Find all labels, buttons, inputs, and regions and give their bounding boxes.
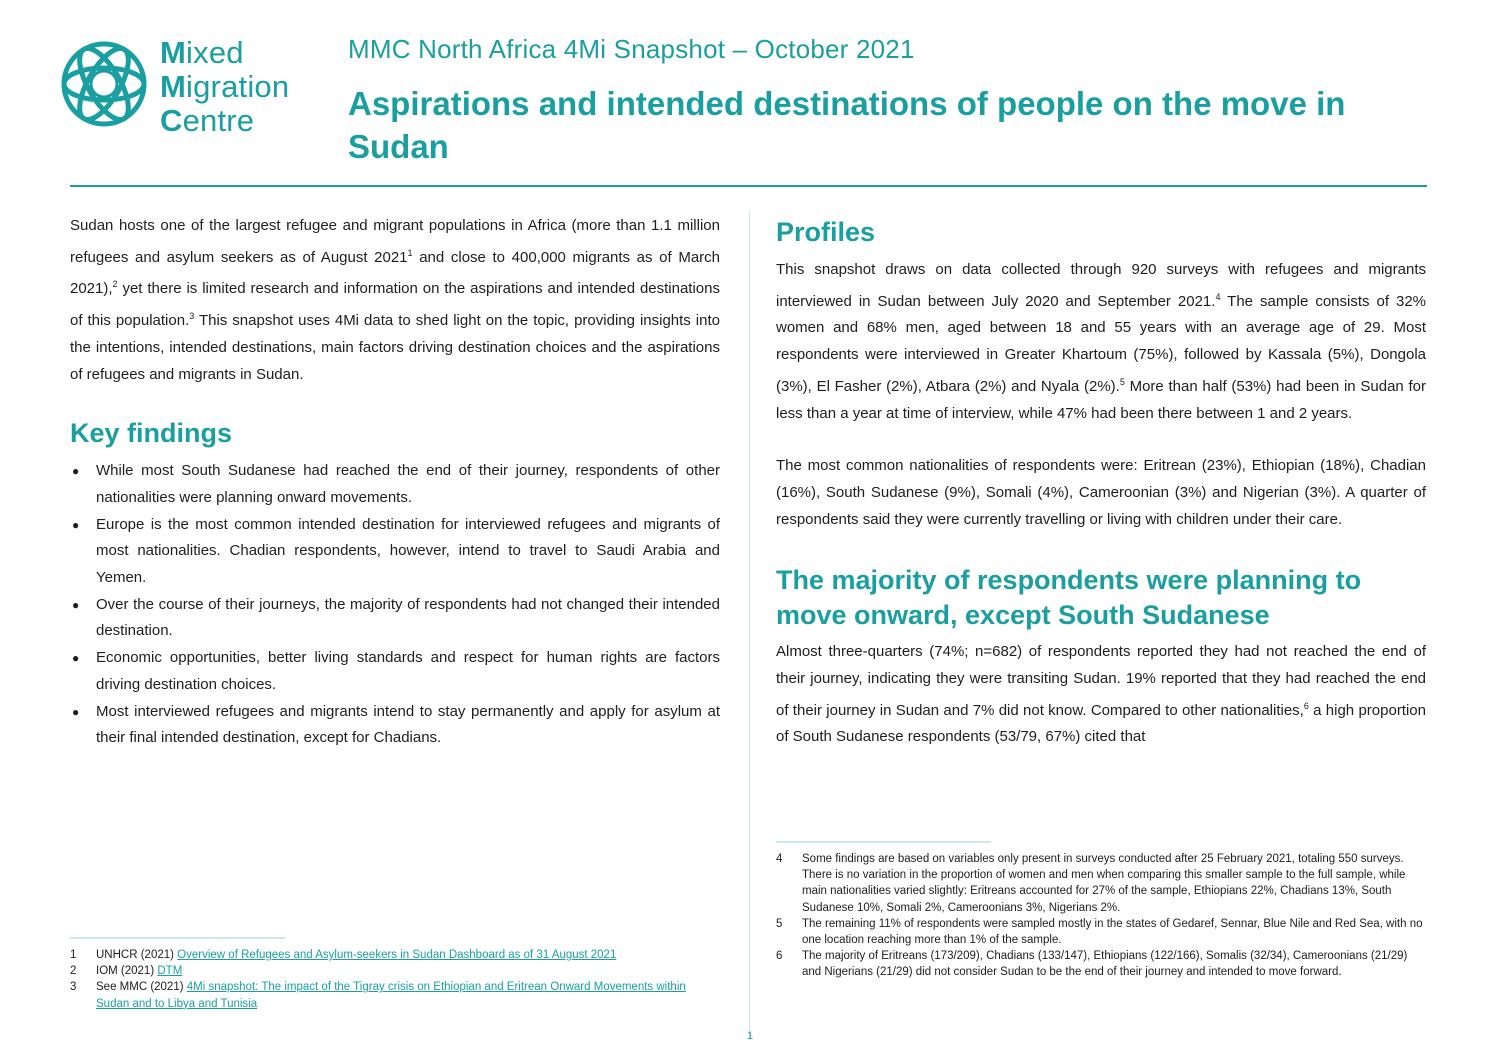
mmc-logo (58, 35, 318, 138)
footnote-number: 3 (70, 981, 77, 994)
intro-text: This snapshot uses 4Mi data to shed light on the topic, providing insights into the intentions, intended destinations, main factors driving destination choices and the aspirations of refugees and migrants in Sudan. (70, 312, 720, 383)
finding-text: Europe is the most common intended destination for interviewed refugees and migrants of most nationalities. Chadian respondents, however, intend to travel to Saudi Arabia and Yemen. (96, 515, 720, 587)
logo-rest: igration (186, 69, 290, 104)
footnote-text (96, 947, 720, 963)
footnote (776, 851, 1426, 916)
footnote-source: See MMC (2021) (96, 981, 187, 994)
footnote-text (96, 963, 720, 979)
footnote-text: Some findings are based on variables only present in surveys conducted after 25 February 2021, totaling 550 surveys. There is no variation in the proportion of women and men when comparing this smaller sample to the full sample, while main nationalities varied slightly: Eritreans accounted for 27% of the sample, Ethiopians 22%, Chadians 13%, South Sudanese 10%, Somali 2%, Cameroonians 3%, Nigerians 2%. (802, 853, 1406, 914)
nationalities-paragraph: The most common nationalities of respondents were: Eritrean (23%), Ethiopian (18%), Chadian (16%), South Sudanese (9%), Somali (4%), Cameroonian (3%) and Nigerian (3%). A quarter of respondents said they were currently travelling or living with children under their care. (776, 457, 1426, 528)
header-divider (70, 185, 1427, 187)
logo-initial: C (160, 103, 183, 138)
footnote (776, 948, 1426, 980)
footnote-ref[interactable]: 5 (1119, 376, 1125, 387)
finding-text: Economic opportunities, better living standards and respect for human rights are factors driving destination choices. (96, 649, 720, 693)
right-footnotes (776, 851, 1426, 981)
footnote-link[interactable]: 4Mi snapshot: The impact of the Tigray crisis on Ethiopian and Eritrean Onward Movements within Sudan and to Libya and Tunisia (96, 981, 686, 1010)
logo-line-mixed (160, 36, 289, 70)
footnote-divider (70, 937, 285, 939)
list-item (70, 699, 720, 752)
bullet-icon: ● (72, 517, 80, 532)
footnote-ref[interactable]: 1 (407, 247, 413, 258)
page-title: Aspirations and intended destinations of people on the move in Sudan (348, 85, 1346, 165)
mmc-logo-icon (58, 38, 150, 130)
footnote-number: 1 (70, 949, 77, 961)
intro-text: Sudan hosts one of the largest refugee and migrant populations in Africa (more than 1.1 million refugees and asylum seekers as of August 2021 (70, 217, 720, 266)
left-column (70, 213, 720, 752)
bullet-icon: ● (72, 651, 80, 666)
left-footnotes (70, 947, 720, 1012)
bullet-icon: ● (72, 704, 80, 719)
logo-wordmark (160, 36, 289, 138)
footnote-number: 4 (776, 853, 783, 865)
finding-text: While most South Sudanese had reached the end of their journey, respondents of other nationalities were planning onward movements. (96, 462, 720, 506)
footnote-number: 2 (70, 965, 77, 978)
intro-text: and close to 400,000 migrants as of March 2021), (70, 248, 720, 298)
footnote-source: IOM (2021) (96, 965, 158, 978)
logo-initial: M (160, 69, 187, 104)
list-item (70, 458, 720, 511)
list-item (70, 645, 720, 698)
logo-line-migration (160, 70, 289, 104)
list-item (70, 512, 720, 592)
paragraph-text: Almost three-quarters (74%; n=682) of respondents reported they had not reached the end of their journey, indicating they were transiting Sudan. 19% reported that they had reached the end of their journey in Sudan and 7% did not know. Compared to other nationalities, (776, 643, 1426, 719)
paragraph-text: The sample consists of 32% women and 68% men, aged between 18 and 55 years with an average age of 29. Most respondents were interviewed in Greater Khartoum (75%), followed by Kassala (5%), Dongola (3%), El Fasher (2%), Atbara (2%) and Nyala (2%). (776, 292, 1427, 395)
finding-text: Over the course of their journeys, the majority of respondents had not changed their intended destination. (96, 595, 720, 640)
footnote (70, 979, 720, 1011)
footnote (70, 963, 720, 979)
footnote-ref[interactable]: 4 (1215, 291, 1221, 302)
footnote (70, 947, 720, 963)
paragraph-gap (776, 427, 1426, 453)
logo-initial: M (160, 35, 187, 70)
right-column (776, 215, 1426, 751)
footnote-number: 5 (776, 917, 783, 930)
logo-line-centre (160, 104, 289, 138)
majority-paragraph (776, 639, 1426, 751)
footnote-ref[interactable]: 3 (189, 311, 195, 322)
bullet-icon: ● (72, 597, 80, 612)
bullet-icon: ● (72, 464, 80, 479)
list-item (70, 592, 720, 645)
profiles-heading: Profiles (776, 217, 876, 247)
paragraph-text: This snapshot draws on data collected through 920 surveys with refugees and migrants interviewed in Sudan between July 2020 and September 2021. (776, 261, 1426, 310)
series-title: MMC North Africa 4Mi Snapshot – October 2021 (348, 34, 915, 64)
column-divider (749, 210, 750, 1040)
footnote (776, 916, 1426, 948)
footnote-link[interactable]: DTM (157, 965, 183, 978)
footnote-ref[interactable]: 6 (1303, 700, 1309, 711)
finding-text: Most interviewed refugees and migrants intend to stay permanently and apply for asylum at their final intended destination, except for Chadians. (96, 702, 720, 747)
majority-heading: The majority of respondents were planning to move onward, except South Sudanese (776, 565, 1362, 631)
footnote-text (96, 979, 720, 1011)
footnote-source: UNHCR (2021) (96, 949, 178, 961)
footnote-link[interactable]: Overview of Refugees and Asylum-seekers in Sudan Dashboard as of 31 August 2021 (177, 949, 617, 961)
page-number: 1 (746, 1030, 754, 1042)
intro-paragraph (70, 213, 720, 388)
paragraph-text: More than half (53%) had been in Sudan for less than a year at time of interview, while 47% had been there between 1 and 2 years. (776, 377, 1426, 422)
footnote-text: The remaining 11% of respondents were sampled mostly in the states of Gedaref, Sennar, Blue Nile and Red Sea, with no one location reaching more than 1% of the sample. (802, 917, 1423, 947)
key-findings-heading: Key findings (70, 418, 233, 449)
profiles-paragraph (776, 257, 1426, 427)
paragraph-text: a high proportion of South Sudanese respondents (53/79, 67%) cited that (776, 701, 1426, 746)
key-findings-list (70, 458, 720, 752)
footnote-text: The majority of Eritreans (173/209), Chadians (133/147), Ethiopians (122/166), Somalis (32/34), Cameroonians (21/29) and Nigerians (21/29) did not consider Sudan to be the end of their journey and intended to move forward. (802, 950, 1408, 979)
logo-rest: ixed (186, 35, 244, 70)
footnote-ref[interactable]: 2 (112, 279, 118, 290)
footnote-divider (776, 841, 991, 843)
logo-rest: entre (182, 103, 255, 138)
footnote-number: 6 (776, 950, 783, 963)
intro-text: yet there is limited research and information on the aspirations and intended destinations of this population. (70, 280, 720, 330)
